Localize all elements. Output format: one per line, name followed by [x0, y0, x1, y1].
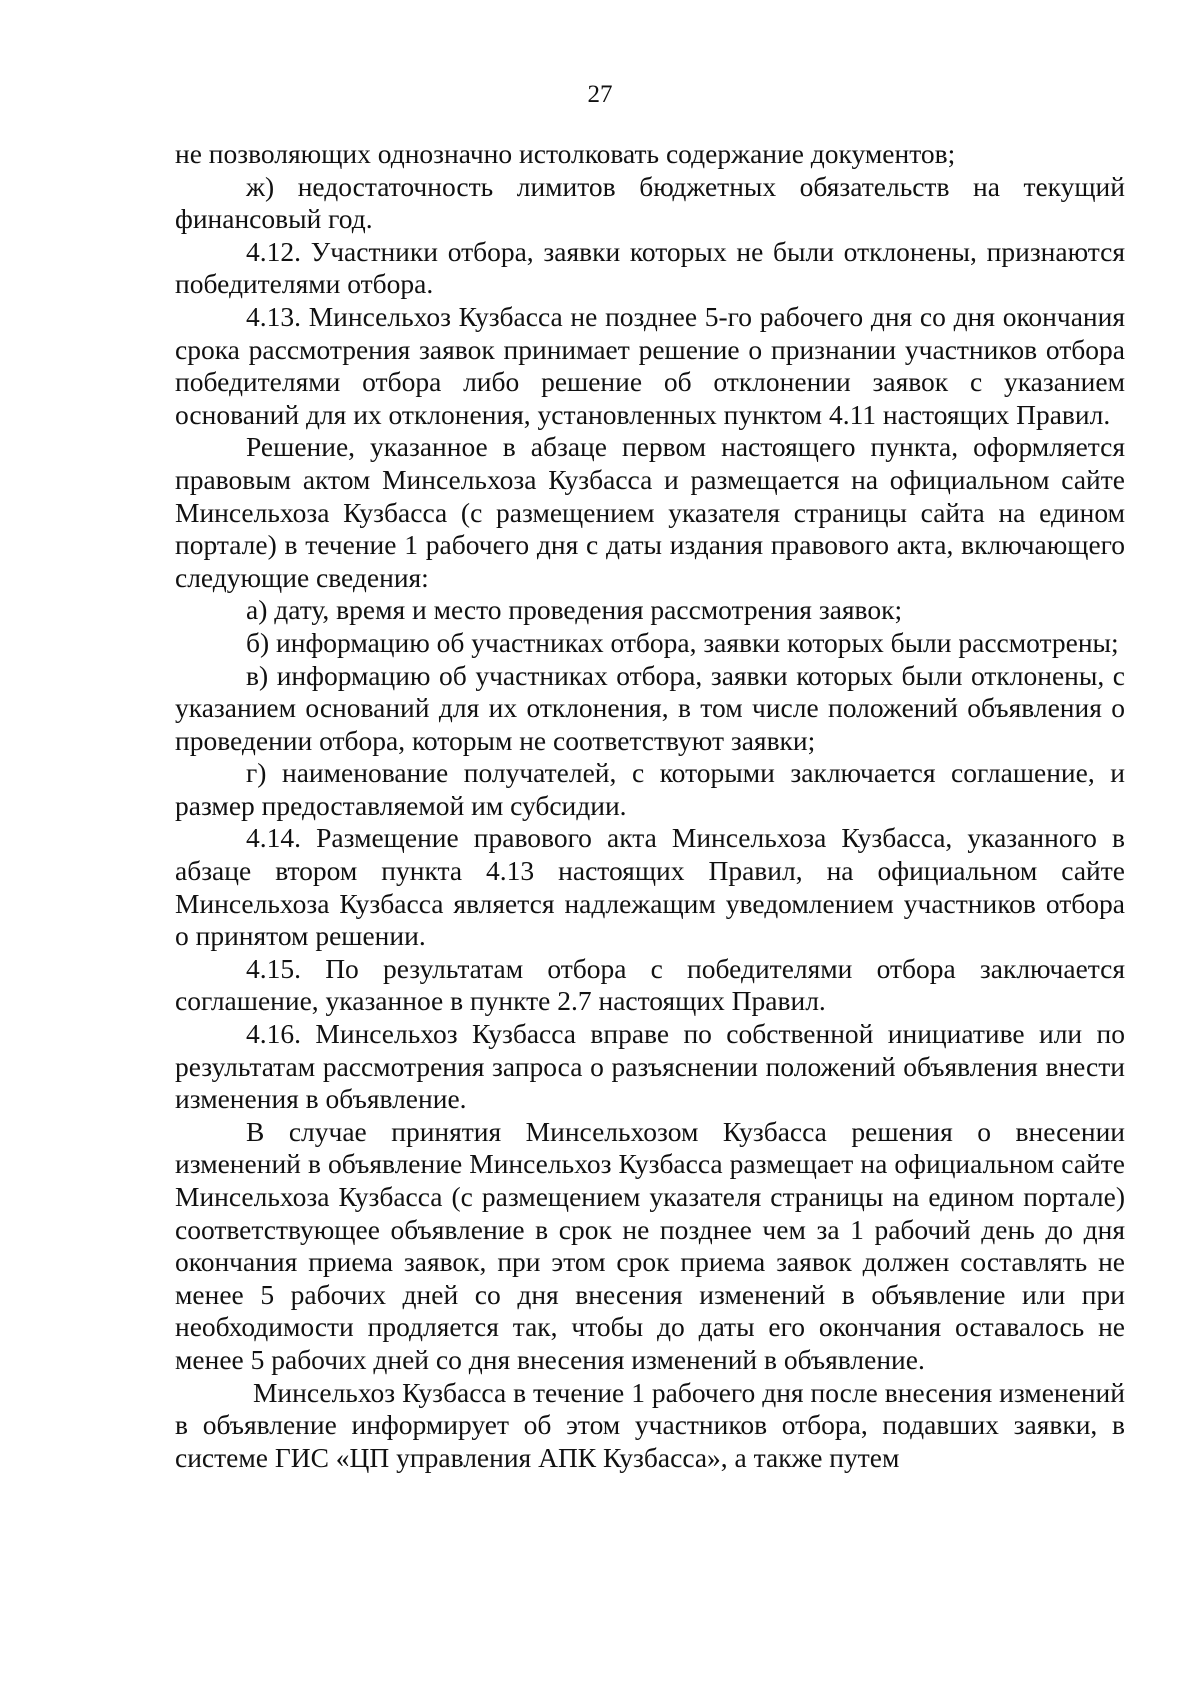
paragraph-4-15: 4.15. По результатам отбора с победителями отбора заключается соглашение, указанное в пункте 2.7 настоящих Правил. — [175, 952, 1132, 1017]
paragraph-4-13: 4.13. Минсельхоз Кузбасса не позднее 5-го рабочего дня со дня окончания срока рассмотрения заявок принимает решение о признании участников отбора победителями отбора либо решение об отклонении заявок с указанием оснований для их отклонения, установленных пунктом 4.11 настоящих Правил. — [175, 300, 1132, 430]
paragraph-changes: В случае принятия Минсельхозом Кузбасса решения о внесении изменений в объявление Минсельхоз Кузбасса размещает на официальном сайте Минсельхоза Кузбасса (с размещением указателя страницы на едином портале) соответствующее объявление в срок не позднее чем за 1 рабочий день до дня окончания приема заявок, при этом срок приема заявок должен составлять не менее 5 рабочих дней со дня внесения изменений в объявление или при необходимости продляется так, чтобы до даты его окончания оставалось не менее 5 рабочих дней со дня внесения изменений в объявление. — [175, 1115, 1132, 1375]
paragraph-notification: Минсельхоз Кузбасса в течение 1 рабочего дня после внесения изменений в объявление информирует об этом участников отбора, подавших заявки, в системе ГИС «ЦП управления АПК Кузбасса», а также путем — [175, 1376, 1132, 1473]
paragraph-item-zh: ж) недостаточность лимитов бюджетных обязательств на текущий финансовый год. — [175, 170, 1132, 235]
paragraph-decision: Решение, указанное в абзаце первом настоящего пункта, оформляется правовым актом Минсельхоза Кузбасса и размещается на официальном сайте Минсельхоза Кузбасса (с размещением указателя страницы сайта на едином портале) в течение 1 рабочего дня с даты издания правового акта, включающего следующие сведения: — [175, 431, 1132, 593]
paragraph-4-14: 4.14. Размещение правового акта Минсельхоза Кузбасса, указанного в абзаце втором пункта 4.13 настоящих Правил, на официальном сайте Минсельхоза Кузбасса является надлежащим уведомлением участников отбора о принятом решении. — [175, 822, 1132, 952]
document-body — [175, 138, 1132, 1474]
paragraph-4-12: 4.12. Участники отбора, заявки которых не были отклонены, признаются победителями отбора. — [175, 235, 1132, 300]
paragraph-4-16: 4.16. Минсельхоз Кузбасса вправе по собственной инициативе или по результатам рассмотрения запроса о разъяснении положений объявления внести изменения в объявление. — [175, 1018, 1132, 1115]
paragraph-item-v: в) информацию об участниках отбора, заявки которых были отклонены, с указанием оснований для их отклонения, в том числе положений объявления о проведении отбора, которым не соответствуют заявки; — [175, 659, 1132, 756]
page-number: 27 — [587, 81, 613, 108]
paragraph-continuation: не позволяющих однозначно истолковать содержание документов; — [175, 138, 956, 169]
paragraph-item-g: г) наименование получателей, с которыми заключается соглашение, и размер предоставляемой им субсидии. — [175, 757, 1132, 821]
paragraph-item-a: а) дату, время и место проведения рассмотрения заявок; — [246, 594, 903, 626]
paragraph-item-b: б) информацию об участниках отбора, заявки которых были рассмотрены; — [246, 626, 1119, 658]
